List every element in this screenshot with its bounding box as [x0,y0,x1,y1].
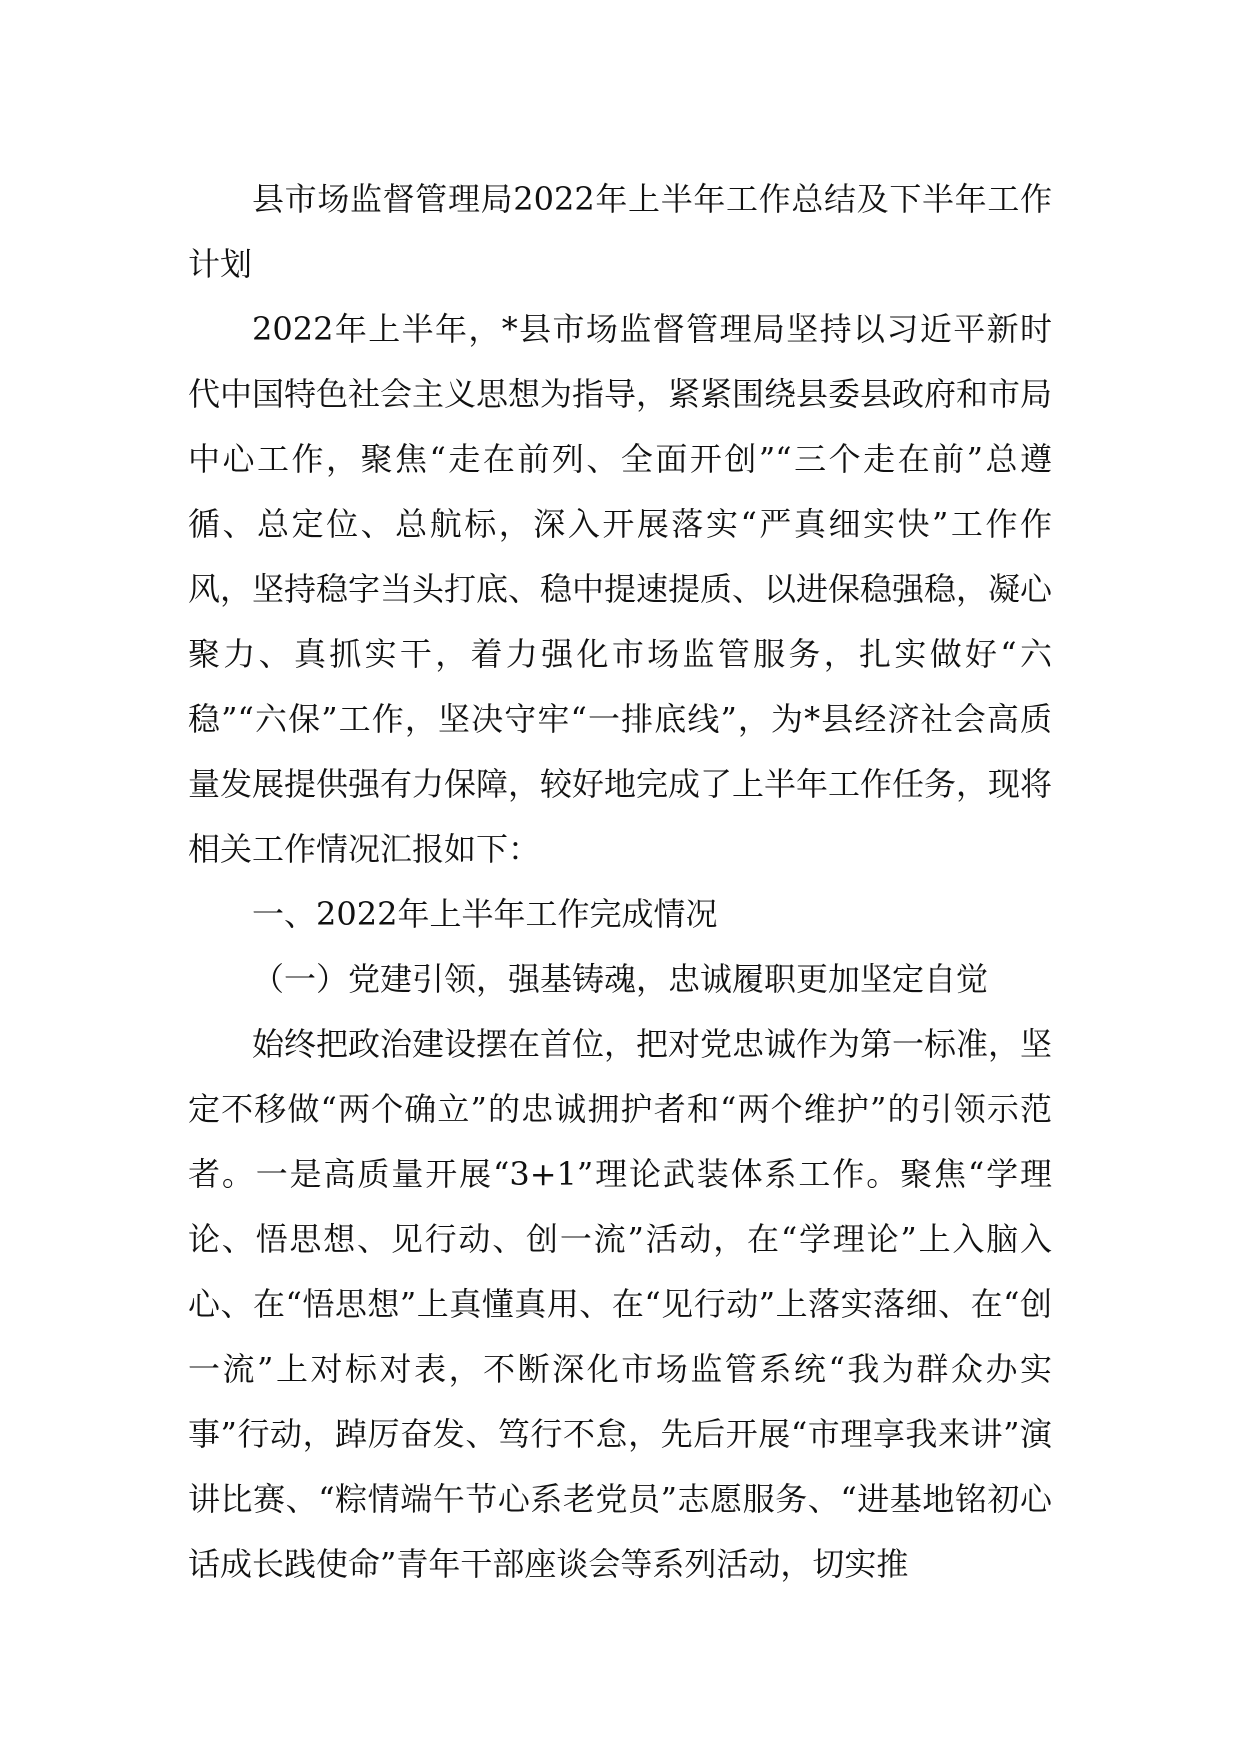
subsection-heading: （一）党建引领，强基铸魂，忠诚履职更加坚定自觉 [252,960,989,998]
document-page [188,167,1052,1597]
section-heading: 一、2022年上半年工作完成情况 [252,895,718,933]
document-title: 县市场监督管理局2022年上半年工作总结及下半年工作计划 [188,180,1052,283]
subsection-body-paragraph: 始终把政治建设摆在首位，把对党忠诚作为第一标准，坚定不移做“两个确立”的忠诚拥护者和“两个维护”的引领示范者。一是高质量开展“3+1”理论武装体系工作。聚焦“学理论、悟思想、见行动、创一流”活动，在“学理论”上入脑入心、在“悟思想”上真懂真用、在“见行动”上落实落细、在“创一流”上对标对表，不断深化市场监管系统“我为群众办实事”行动，踔厉奋发、笃行不怠，先后开展“市理享我来讲”演讲比赛、“粽情端午节心系老党员”志愿服务、“进基地铭初心话成长践使命”青年干部座谈会等系列活动，切实推 [188,1025,1053,1583]
intro-paragraph: 2022年上半年，*县市场监督管理局坚持以习近平新时代中国特色社会主义思想为指导，紧紧围绕县委县政府和市局中心工作，聚焦“走在前列、全面开创”“三个走在前”总遵循、总定位、总航标，深入开展落实“严真细实快”工作作风，坚持稳字当头打底、稳中提速提质、以进保稳强稳，凝心聚力、真抓实干，着力强化市场监管服务，扎实做好“六稳”“六保”工作，坚决守牢“一排底线”，为*县经济社会高质量发展提供强有力保障，较好地完成了上半年工作任务，现将相关工作情况汇报如下： [188,310,1053,868]
